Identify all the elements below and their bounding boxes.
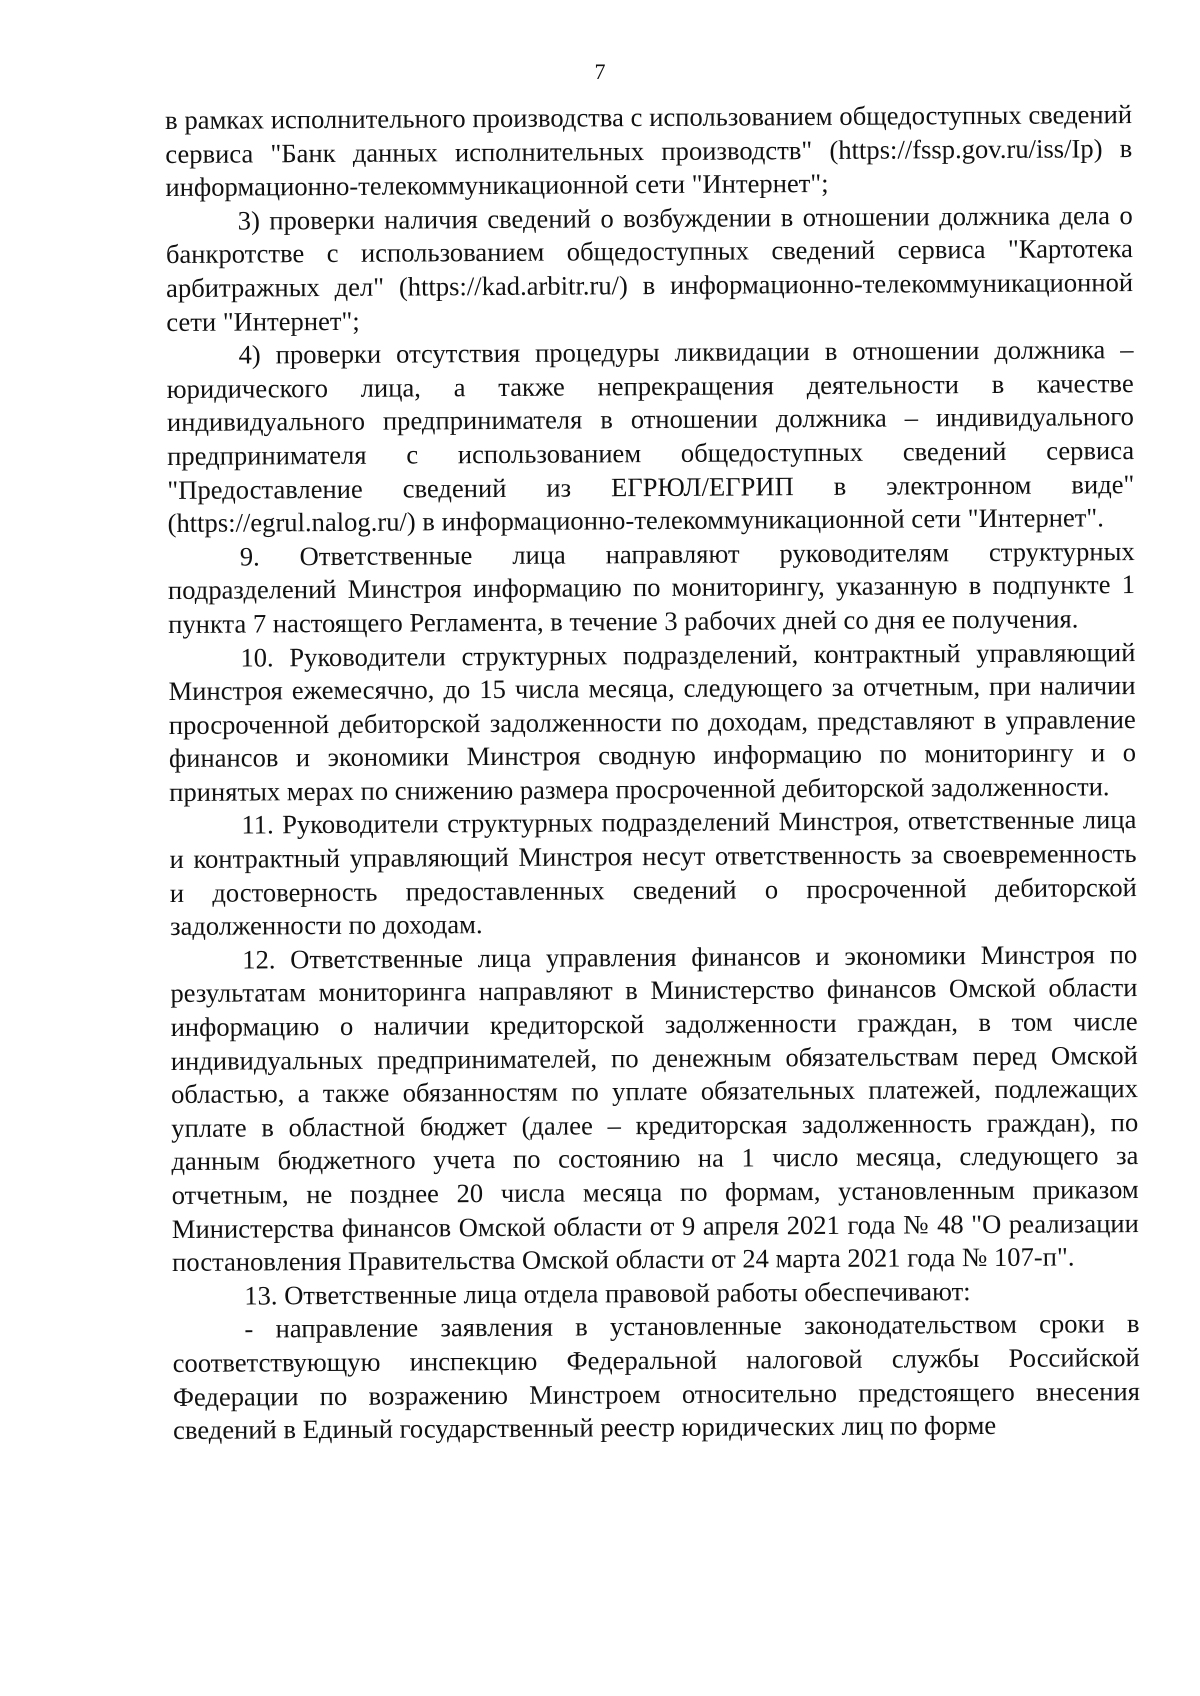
paragraph-clause-11: 11. Руководители структурных подразделений Минстроя, ответственные лица и контрактный управляющий Минстроя несут ответственность за своевременность и достоверность предоставленных сведений о просроченной дебиторской задолженности по доходам. — [169, 804, 1137, 942]
paragraph-clause-13: 13. Ответственные лица отдела правовой работы обеспечивают: — [244, 1275, 971, 1311]
page-number: 7 — [594, 59, 606, 84]
document-body — [165, 98, 1140, 1448]
paragraph-clause-12: 12. Ответственные лица управления финансов и экономики Минстроя по результатам мониторинга направляют в Министерство финансов Омской области информацию о наличии кредиторской задолженности граждан, в том числе индивидуальных предпринимателей, по денежным обязательствам перед Омской областью, а также обязанностям по уплате обязательных платежей, подлежащих уплате в областной бюджет (далее – кредиторская задолженность граждан), по данным бюджетного учета по состоянию на 1 число месяца, следующего за отчетным, не позднее 20 числа месяца по формам, установленным приказом Министерства финансов Омской области от 9 апреля 2021 года № 48 "О реализации постановления Правительства Омской области от 24 марта 2021 года № 107-п". — [170, 938, 1139, 1278]
paragraph-clause-9: 9. Ответственные лица направляют руководителям структурных подразделений Минстроя информацию по мониторингу, указанную в подпункте 1 пункта 7 настоящего Регламента, в течение 3 рабочих дней со дня ее получения. — [167, 535, 1136, 639]
paragraph-continuation: в рамках исполнительного производства с использованием общедоступных сведений сервиса "Банк данных исполнительных производств" (https://fssp.gov.ru/iss/Ip) в информационно-телекоммуникационной сети "Интернет"; — [165, 99, 1133, 203]
paragraph-clause-13-item: - направление заявления в установленные законодательством сроки в соответствующую инспекцию Федеральной налоговой службы Российской Федерации по возражению Минстроем относительно предстоящего внесения сведений в Единый государственный реестр юридических лиц по форме — [172, 1308, 1140, 1446]
paragraph-item-3: 3) проверки наличия сведений о возбуждении в отношении должника дела о банкротстве с использованием общедоступных сведений сервиса "Картотека арбитражных дел" (https://kad.arbitr.ru/) в информационно-телекоммуникационной сети "Интернет"; — [165, 199, 1134, 337]
paragraph-clause-10: 10. Руководители структурных подразделений, контрактный управляющий Минстроя ежемесячно, до 15 числа месяца, следующего за отчетным, при наличии просроченной дебиторской задолженности по доходам, представляют в управление финансов и экономики Минстроя сводную информацию по мониторингу и о принятых мерах по снижению размера просроченной дебиторской задолженности. — [168, 636, 1137, 807]
paragraph-item-4: 4) проверки отсутствия процедуры ликвидации в отношении должника – юридического лица, а также непрекращения деятельности в качестве индивидуального предпринимателя в отношении должника – индивидуального предпринимателя с использованием общедоступных сведений сервиса "Предоставление сведений из ЕГРЮЛ/ЕГРИП в электронном виде" (https://egrul.nalog.ru/) в информационно-телекоммуникационной сети "Интернет". — [166, 334, 1135, 539]
